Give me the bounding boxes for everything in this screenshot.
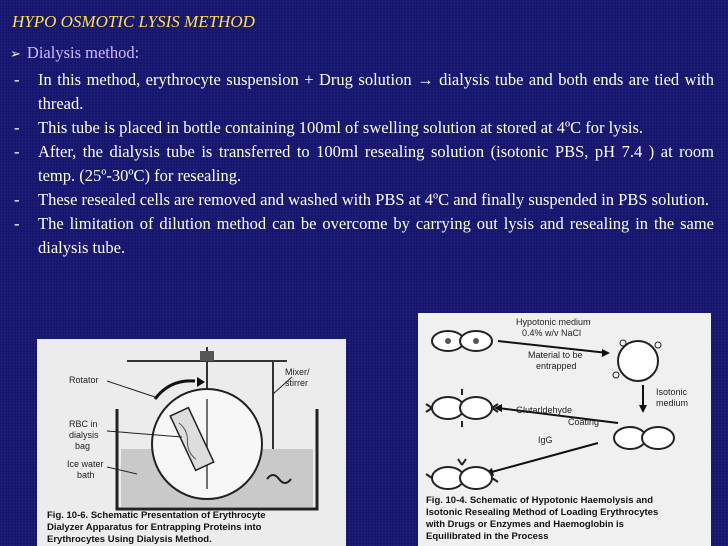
bullet-item: [14, 140, 714, 188]
bullet-list: [14, 68, 714, 260]
subhead: [10, 43, 139, 63]
label-rbc-2: dialysis: [69, 430, 99, 440]
label-material-1: Material to be: [528, 350, 583, 360]
label-material-2: entrapped: [536, 361, 577, 371]
coated-cell-icon: [426, 389, 498, 427]
swollen-cell-icon: [618, 341, 658, 381]
label-igg: IgG: [538, 435, 553, 445]
dash-bullet-icon: -: [14, 70, 20, 89]
caption-line-4: Equilibrated in the Process: [426, 531, 549, 542]
label-ice-1: Ice water: [67, 459, 104, 469]
bullet-text: These resealed cells are removed and washed with PBS at 4ºC and finally suspended in PBS solution.: [38, 190, 709, 209]
caption-line-2: Dialyzer Apparatus for Entrapping Proteins into: [47, 522, 262, 533]
caption-line-3: Erythrocytes Using Dialysis Method.: [47, 534, 212, 545]
bullet-text: After, the dialysis tube is transferred to 100ml resealing solution (isotonic PBS, pH 7.4 ) at room temp. (25º-30ºC) for resealing.: [38, 142, 714, 185]
label-isotonic-1: Isotonic: [656, 387, 688, 397]
dash-bullet-icon: -: [14, 214, 20, 233]
subhead-text: Dialysis method:: [26, 43, 140, 62]
bullet-item: [14, 212, 714, 260]
bullet-text: In this method, erythrocyte suspension + Drug solution → dialysis tube and both ends are tied with thread.: [38, 70, 714, 113]
bullet-item: [14, 188, 714, 212]
arrow-bullet-icon: ➢: [10, 46, 21, 61]
label-rbc-3: bag: [75, 441, 91, 451]
slide-title: HYPO OSMOTIC LYSIS METHOD: [12, 12, 255, 31]
caption-line-3: with Drugs or Enzymes and Haemoglobin is: [426, 519, 624, 530]
haemolysis-scheme-figure: [418, 313, 711, 546]
label-stirrer: stirrer: [285, 378, 308, 388]
dash-bullet-icon: -: [14, 118, 20, 137]
label-rbc-1: RBC in: [69, 419, 98, 429]
dialyzer-diagram: [37, 339, 346, 546]
label-coating: Coating: [568, 417, 600, 427]
bullet-text: The limitation of dilution method can be overcome by carrying out lysis and resealing in the same dialysis tube.: [38, 214, 714, 257]
haemolysis-diagram: [418, 313, 711, 546]
caption-line-1: Fig. 10-4. Schematic of Hypotonic Haemolysis and: [426, 495, 654, 506]
resealed-cell-icon: [614, 427, 674, 449]
bullet-item: [14, 68, 714, 116]
caption-line-2: Isotonic Resealing Method of Loading Erythrocytes: [426, 507, 659, 518]
label-mixer: Mixer/: [285, 367, 310, 377]
bullet-text: This tube is placed in bottle containing 100ml of swelling solution at stored at 4ºC for lysis.: [38, 118, 643, 137]
label-glutaraldehyde: Glutarldehyde: [516, 405, 573, 415]
label-hypotonic-2: 0.4% w/v NaCl: [522, 328, 582, 338]
igg-cell-icon: [426, 459, 498, 489]
bullet-item: [14, 116, 714, 140]
label-isotonic-2: medium: [656, 398, 689, 408]
caption-line-1: Fig. 10-6. Schematic Presentation of Erythrocyte: [47, 510, 266, 521]
dialyzer-apparatus-figure: [37, 339, 346, 546]
label-rotator: Rotator: [69, 375, 99, 385]
dash-bullet-icon: -: [14, 142, 20, 161]
label-hypotonic-1: Hypotonic medium: [516, 317, 591, 327]
dash-bullet-icon: -: [14, 190, 20, 209]
label-ice-2: bath: [77, 470, 95, 480]
rbc-cell-icon: [432, 331, 492, 351]
